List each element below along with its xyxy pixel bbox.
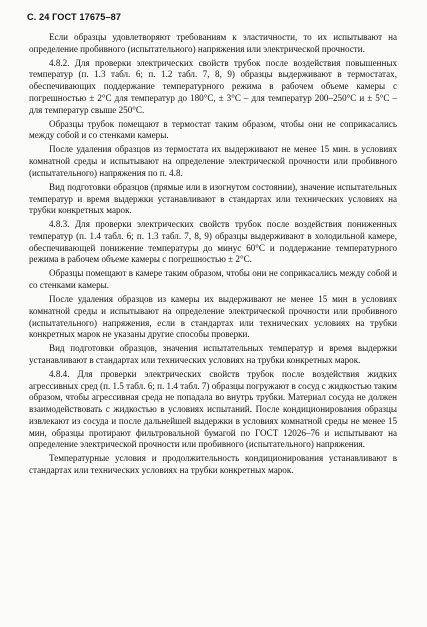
paragraph: 4.8.4. Для проверки электрических свойств трубок после воздействия жидких агрессивных сред (п. 1.5 табл. 6; п. 1.4 табл. 7) образцы погружают в сосуд с жидкостью таким образом, чтобы агрессивная среда не попадала во внутрь трубки. Материал сосуда не должен взаимодействовать с жидкостью в условиях испытаний. После кондиционирования образцы извлекают из сосуда и после дальнейшей выдержки в условиях комнатной среды не менее 15 мин, образцы протирают фильтровальной бумагой по ГОСТ 12026–76 и испытывают на определение электрической прочности или пробивного (испытательного) напряжения. <box>29 368 397 450</box>
paragraph: Образцы трубок помещают в термостат таким образом, чтобы они не соприкасались между собой и со стенками камеры. <box>29 118 397 141</box>
paragraph: Вид подготовки образцов (прямые или в изогнутом состоянии), значение испытательных температур и время выдержки устанавливают в стандартах или технических условиях на трубки конкретных марок. <box>29 181 397 216</box>
paragraph: 4.8.2. Для проверки электрических свойств трубок после воздействия повышенных температур (п. 1.3 табл. 6; п. 1.2 табл. 7, 8, 9) образцы выдерживают в термостатах, обеспечивающих поддержание температурного режима в рабочем объеме камеры с погрешностью ± 2°С для температур до 180°С, ± 3°С – для температур 200–250°С и ± 5°С – для температур свыше 250°С. <box>29 57 397 115</box>
running-head: С. 24 ГОСТ 17675–87 <box>27 12 122 22</box>
paragraph: После удаления образцов из термостата их выдерживают не менее 15 мин. в условиях комнатной среды и испытывают на определение электрической прочности или пробивного (испытательного) напряжения по п. 4.8. <box>29 144 397 178</box>
paragraph: 4.8.3. Для проверки электрических свойств трубок после воздействия пониженных температур (п. 1.4 табл. 6; п. 1.3 табл. 7, 8, 9) образцы выдерживают в холодильной камере, обеспечивающей понижение температуры до минус 60°С и поддержание температурного режима в рабочем объеме камеры с погрешностью ± 2°С. <box>29 219 397 265</box>
paragraph: Температурные условия и продолжительность кондиционирования устанавливают в стандартах или технических условиях на трубки конкретных марок. <box>29 453 397 476</box>
paragraph: Образцы помещают в камере таким образом, чтобы они не соприкасались между собой и со стенками камеры. <box>29 268 397 291</box>
paragraph: Если образцы удовлетворяют требованиям к эластичности, то их испытывают на определение пробивного (испытательного) напряжения или электрической прочности. <box>29 32 397 54</box>
paragraph: После удаления образцов из камеры их выдерживают не менее 15 мин в условиях комнатной среды и испытывают на определение электрической прочности или пробивного (испытательного) напряжения, если в стандартах или технических условиях на трубки конкретных марок не указаны другие способы проверки. <box>29 294 397 340</box>
paragraph: Вид подготовки образцов, значения испытательных температур и время выдержки устанавливают в стандартах или технических условиях на трубки конкретных марок. <box>29 343 397 365</box>
